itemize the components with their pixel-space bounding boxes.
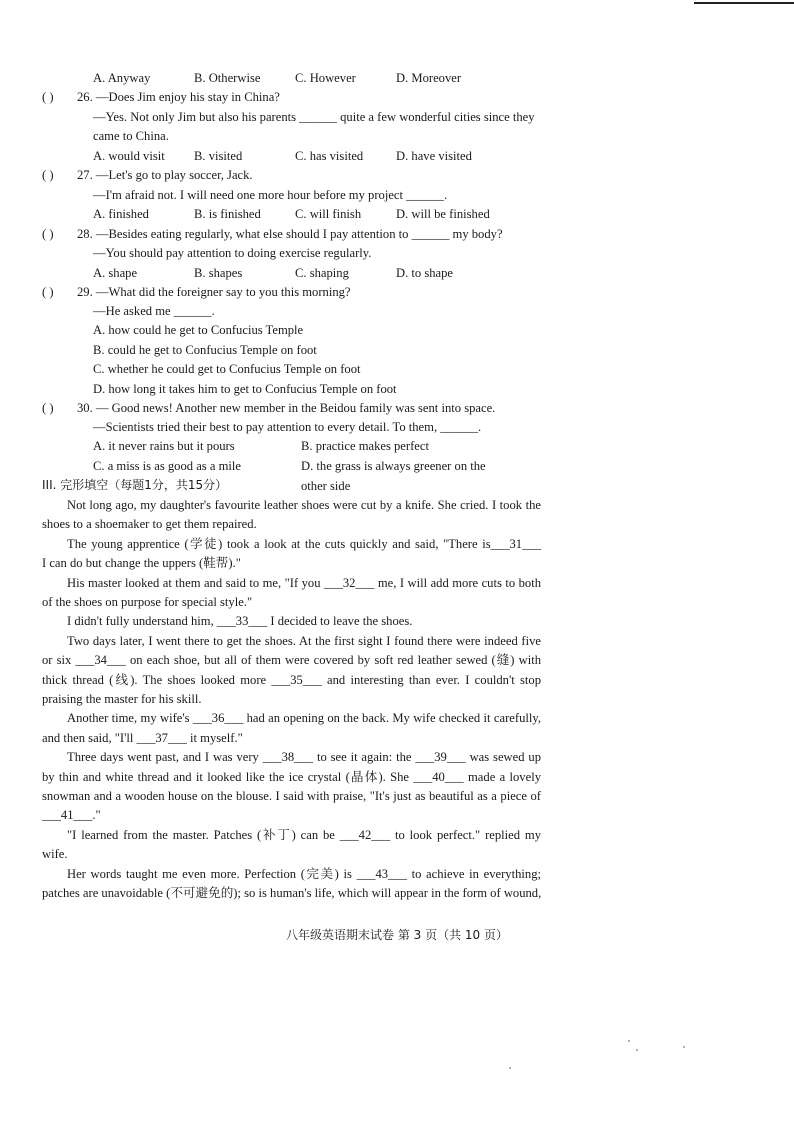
- passage-line-21: patches are unavoidable (不可避免的); so is human's life, which will appear in the form of wound,: [42, 886, 542, 900]
- section-3-title: III. 完形填空（每题1分，共15分）: [42, 478, 228, 492]
- q30-option-c: C. a miss is as good as a mile: [93, 459, 241, 473]
- scan-speck: [683, 1046, 685, 1048]
- page-footer: 八年级英语期末试卷 第 3 页（共 10 页）: [286, 928, 508, 942]
- q29-answer-blank[interactable]: ( ): [42, 285, 54, 299]
- q25-option-d: D. Moreover: [396, 71, 462, 85]
- q30-stem: 30. — Good news! Another new member in the Beidou family was sent into space.: [77, 401, 496, 415]
- q26-option-a: A. would visit: [93, 149, 165, 163]
- q26-option-d: D. have visited: [396, 149, 472, 163]
- scan-speck: [509, 1067, 511, 1069]
- q30-options-row1: [93, 437, 509, 457]
- q27-response: —I'm afraid not. I will need one more hour before my project ______.: [93, 188, 448, 202]
- q25-option-c: C. However: [295, 71, 356, 85]
- passage-line-12: Another time, my wife's ___36___ had an opening on the back. My wife checked it carefully,: [67, 711, 541, 725]
- q28-option-b: B. shapes: [194, 266, 243, 280]
- passage-line-4: I can do but change the uppers (鞋帮).": [42, 556, 241, 570]
- q27-option-c: C. will finish: [295, 207, 362, 221]
- q26-options: [93, 147, 497, 167]
- q27-options: [93, 205, 497, 225]
- passage-line-8: Two days later, I went there to get the shoes. At the first sight I found there were indeed five: [67, 634, 541, 648]
- q26-stem: 26. —Does Jim enjoy his stay in China?: [77, 90, 280, 104]
- q27-option-d: D. will be finished: [396, 207, 490, 221]
- passage-line-14: Three days went past, and I was very ___38___ to see it again: the ___39___ was sewed up: [67, 750, 541, 764]
- passage-line-10: thick thread (线). The shoes looked more ___35___ and interesting than ever. I couldn't stop: [42, 673, 541, 687]
- passage-line-20: Her words taught me even more. Perfection (完美) is ___43___ to achieve in everything;: [67, 867, 541, 881]
- q27-option-a: A. finished: [93, 207, 149, 221]
- q26-option-c: C. has visited: [295, 149, 364, 163]
- q26-response-cont: came to China.: [93, 129, 169, 143]
- passage-line-19: wife.: [42, 847, 68, 861]
- passage-line-5: His master looked at them and said to me, "If you ___32___ me, I will add more cuts to both: [67, 576, 541, 590]
- q29-stem: 29. —What did the foreigner say to you this morning?: [77, 285, 351, 299]
- q26-response: —Yes. Not only Jim but also his parents ______ quite a few wonderful cities since they: [93, 110, 535, 124]
- passage-line-6: of the shoes on purpose for special style.": [42, 595, 253, 609]
- q29-option-a: A. how could he get to Confucius Temple: [93, 323, 304, 337]
- q27-option-b: B. is finished: [194, 207, 261, 221]
- q28-answer-blank[interactable]: ( ): [42, 227, 54, 241]
- q29-option-d: D. how long it takes him to get to Confucius Temple on foot: [93, 382, 397, 396]
- passage-line-16: snowman and a wooden house on the blouse. I said with praise, "It's just as beautiful as a piece of: [42, 789, 541, 803]
- scan-speck: [636, 1049, 638, 1051]
- q26-option-b: B. visited: [194, 149, 243, 163]
- q29-option-c: C. whether he could get to Confucius Temple on foot: [93, 362, 361, 376]
- q25-option-a: A. Anyway: [93, 71, 151, 85]
- q27-stem: 27. —Let's go to play soccer, Jack.: [77, 168, 253, 182]
- q28-option-a: A. shape: [93, 266, 138, 280]
- passage-line-18: "I learned from the master. Patches (补丁) can be ___42___ to look perfect." replied my: [67, 828, 541, 842]
- q29-option-b: B. could he get to Confucius Temple on foot: [93, 343, 317, 357]
- q25-options: [93, 69, 497, 89]
- q30-answer-blank[interactable]: ( ): [42, 401, 54, 415]
- passage-line-9: or six ___34___ on each shoe, but all of them were covered by soft red leather sewed (缝) with: [42, 653, 541, 667]
- q28-options: [93, 264, 497, 284]
- passage-line-11: praising the master for his skill.: [42, 692, 202, 706]
- passage-line-2: shoes to a shoemaker to get them repaired.: [42, 517, 257, 531]
- q26-answer-blank[interactable]: ( ): [42, 90, 54, 104]
- passage-line-13: and then said, "I'll ___37___ it myself.": [42, 731, 243, 745]
- q29-response: —He asked me ______.: [93, 304, 215, 318]
- scan-speck: [628, 1040, 630, 1042]
- passage-line-17: ___41___.": [42, 808, 101, 822]
- scan-edge-mark: [694, 2, 794, 4]
- q30-option-a: A. it never rains but it pours: [93, 439, 235, 453]
- q27-answer-blank[interactable]: ( ): [42, 168, 54, 182]
- q28-response: —You should pay attention to doing exercise regularly.: [93, 246, 372, 260]
- q30-option-b: B. practice makes perfect: [301, 439, 429, 453]
- q30-option-d: D. the grass is always greener on the other side: [301, 459, 486, 493]
- q30-response: —Scientists tried their best to pay attention to every detail. To them, ______.: [93, 420, 482, 434]
- q28-option-c: C. shaping: [295, 266, 349, 280]
- passage-line-15: by thin and white thread and it looked like the ice crystal (晶体). She ___40___ made a lovely: [42, 770, 541, 784]
- q25-option-b: B. Otherwise: [194, 71, 261, 85]
- q28-option-d: D. to shape: [396, 266, 454, 280]
- passage-line-3: The young apprentice (学徒) took a look at the cuts quickly and said, "There is___31___: [67, 537, 541, 551]
- passage-line-7: I didn't fully understand him, ___33___ I decided to leave the shoes.: [67, 614, 413, 628]
- passage-line-1: Not long ago, my daughter's favourite leather shoes were cut by a knife. She cried. I took the: [67, 498, 541, 512]
- q28-stem: 28. —Besides eating regularly, what else should I pay attention to ______ my body?: [77, 227, 503, 241]
